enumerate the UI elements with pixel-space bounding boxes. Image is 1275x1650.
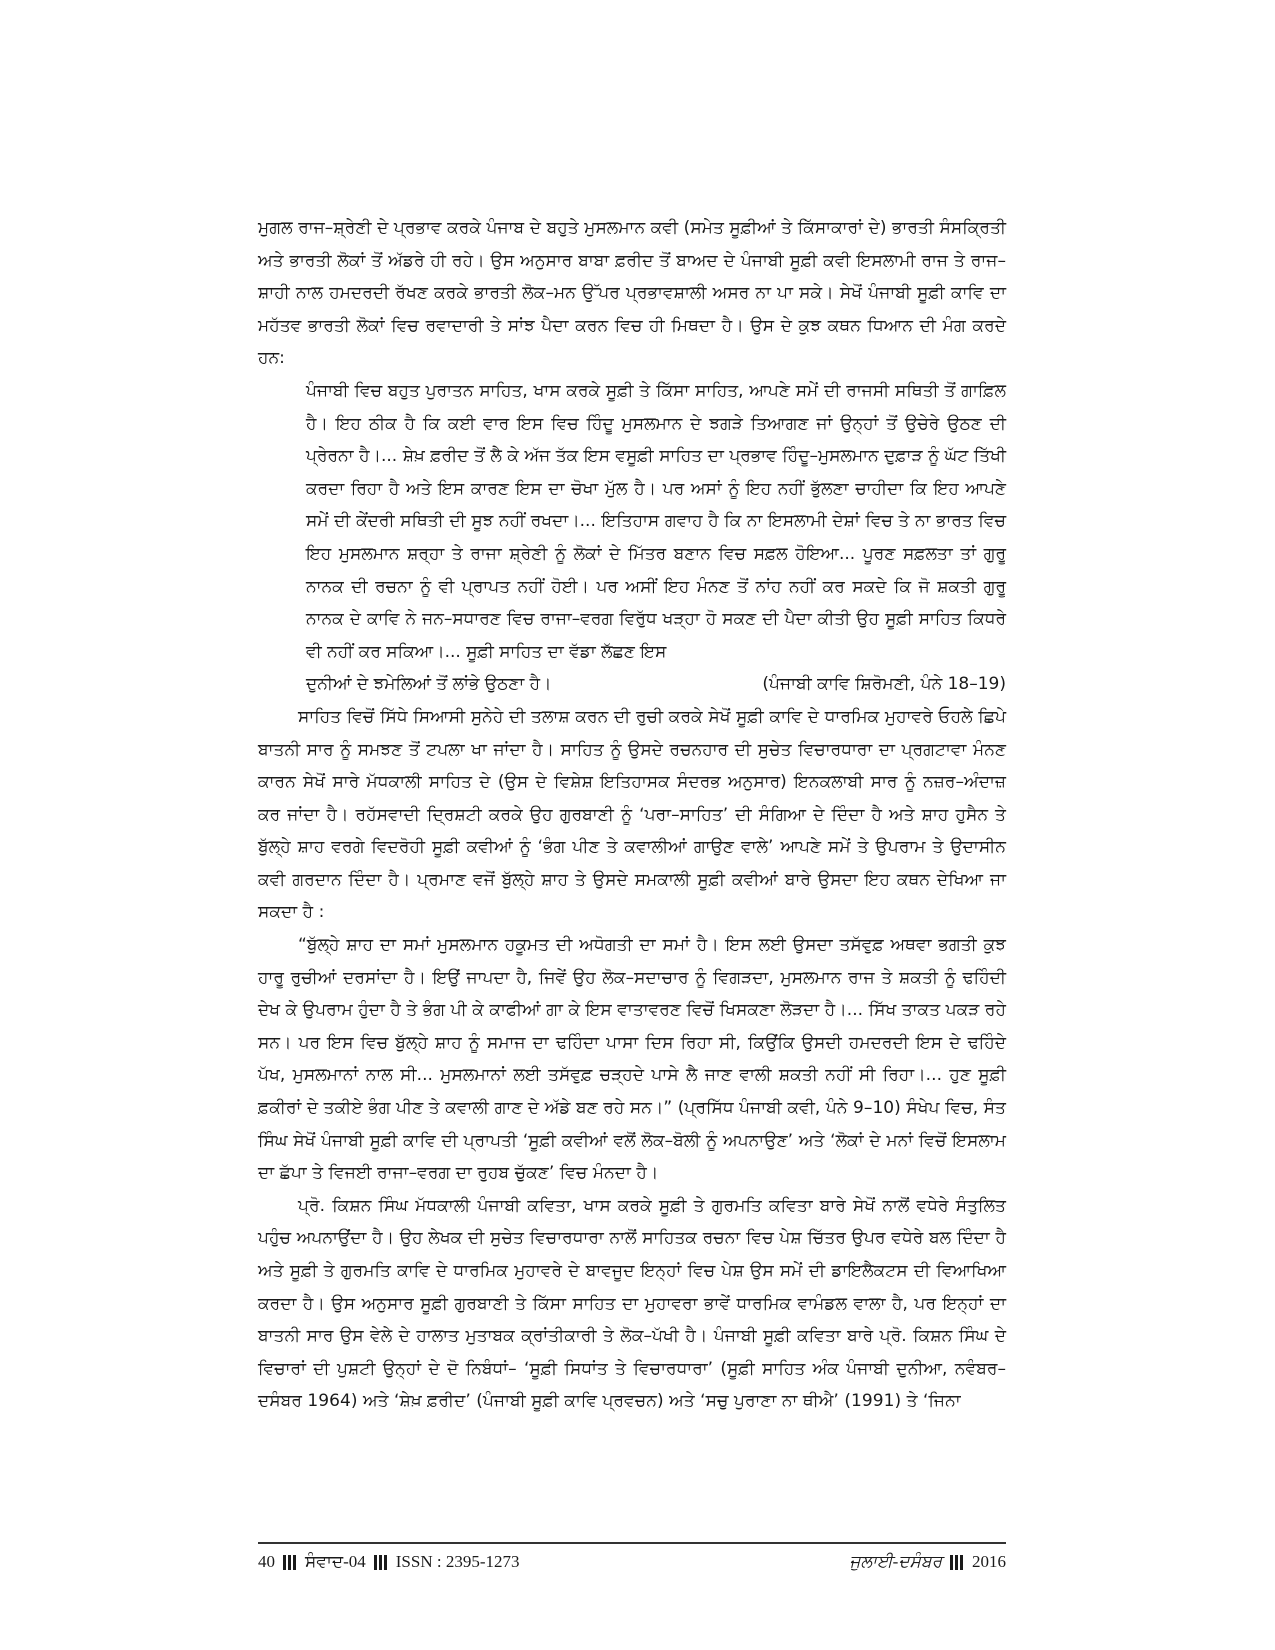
issn: ISSN : 2395-1273 xyxy=(395,1552,520,1571)
article-body xyxy=(258,212,1006,1418)
block-quote-citation: (ਪੰਜਾਬੀ ਕਾਵਿ ਸ਼ਿਰੋਮਣੀ, ਪੰਨੇ 18–19) xyxy=(762,674,1006,695)
paragraph-2: ਸਾਹਿਤ ਵਿਚੋਂ ਸਿੱਧੇ ਸਿਆਸੀ ਸੁਨੇਹੇ ਦੀ ਤਲਾਸ਼ ਕਰਨ ਦੀ ਰੁਚੀ ਕਰਕੇ ਸੇਖੋਂ ਸੂਫ਼ੀ ਕਾਵਿ ਦੇ ਧਾਰਮਿਕ ਮੁਹਾਵਰੇ ਓਹਲੇ ਛਿਪੇ ਬਾਤਨੀ ਸਾਰ ਨੂੰ ਸਮਝਣ ਤੋਂ ਟਪਲਾ ਖਾ ਜਾਂਦਾ ਹੈ। ਸਾਹਿਤ ਨੂੰ ਉਸਦੇ ਰਚਨਹਾਰ ਦੀ ਸੁਚੇਤ ਵਿਚਾਰਧਾਰਾ ਦਾ ਪ੍ਰਗਟਾਵਾ ਮੰਨਣ ਕਾਰਨ ਸੇਖੋਂ ਸਾਰੇ ਮੱਧਕਾਲੀ ਸਾਹਿਤ ਦੇ (ਉਸ ਦੇ ਵਿਸ਼ੇਸ਼ ਇਤਿਹਾਸਕ ਸੰਦਰਭ ਅਨੁਸਾਰ) ਇਨਕਲਾਬੀ ਸਾਰ ਨੂੰ ਨਜ਼ਰ–ਅੰਦਾਜ਼ ਕਰ ਜਾਂਦਾ ਹੈ। ਰਹੱਸਵਾਦੀ ਦ੍ਰਿਸ਼ਟੀ ਕਰਕੇ ਉਹ ਗੁਰਬਾਣੀ ਨੂੰ ‘ਪਰਾ–ਸਾਹਿਤ’ ਦੀ ਸੰਗਿਆ ਦੇ ਦਿੰਦਾ ਹੈ ਅਤੇ ਸ਼ਾਹ ਹੁਸੈਨ ਤੇ ਬੁੱਲ੍ਹੇ ਸ਼ਾਹ ਵਰਗੇ ਵਿਦਰੋਹੀ ਸੂਫ਼ੀ ਕਵੀਆਂ ਨੂੰ ‘ਭੰਗ ਪੀਣ ਤੇ ਕਵਾਲੀਆਂ ਗਾਉਣ ਵਾਲੇ’ ਆਪਣੇ ਸਮੇਂ ਤੇ ਉਪਰਾਮ ਤੇ ਉਦਾਸੀਨ ਕਵੀ ਗਰਦਾਨ ਦਿੰਦਾ ਹੈ। ਪ੍ਰਮਾਣ ਵਜੋਂ ਬੁੱਲ੍ਹੇ ਸ਼ਾਹ ਤੇ ਉਸਦੇ ਸਮਕਾਲੀ ਸੂਫ਼ੀ ਕਵੀਆਂ ਬਾਰੇ ਉਸਦਾ ਇਹ ਕਥਨ ਦੇਖਿਆ ਜਾ ਸਕਦਾ ਹੈ : xyxy=(258,706,1006,923)
block-quote-last-line xyxy=(306,668,1006,701)
block-quote xyxy=(306,375,1006,668)
footer-right xyxy=(849,1552,1006,1572)
paragraph-4: ਪ੍ਰੋ. ਕਿਸ਼ਨ ਸਿੰਘ ਮੱਧਕਾਲੀ ਪੰਜਾਬੀ ਕਵਿਤਾ, ਖਾਸ ਕਰਕੇ ਸੂਫ਼ੀ ਤੇ ਗੁਰਮਤਿ ਕਵਿਤਾ ਬਾਰੇ ਸੇਖੋਂ ਨਾਲੋਂ ਵਧੇਰੇ ਸੰਤੁਲਿਤ ਪਹੁੰਚ ਅਪਨਾਉਂਦਾ ਹੈ। ਉਹ ਲੇਖਕ ਦੀ ਸੁਚੇਤ ਵਿਚਾਰਧਾਰਾ ਨਾਲੋਂ ਸਾਹਿਤਕ ਰਚਨਾ ਵਿਚ ਪੇਸ਼ ਚਿੱਤਰ ਉਪਰ ਵਧੇਰੇ ਬਲ ਦਿੰਦਾ ਹੈ ਅਤੇ ਸੂਫ਼ੀ ਤੇ ਗੁਰਮਤਿ ਕਾਵਿ ਦੇ ਧਾਰਮਿਕ ਮੁਹਾਵਰੇ ਦੇ ਬਾਵਜੂਦ ਇਨ੍ਹਾਂ ਵਿਚ ਪੇਸ਼ ਉਸ ਸਮੇਂ ਦੀ ਡਾਇਲੈਕਟਸ ਦੀ ਵਿਆਖਿਆ ਕਰਦਾ ਹੈ। ਉਸ ਅਨੁਸਾਰ ਸੂਫ਼ੀ ਗੁਰਬਾਣੀ ਤੇ ਕਿੱਸਾ ਸਾਹਿਤ ਦਾ ਮੁਹਾਵਰਾ ਭਾਵੇਂ ਧਾਰਮਿਕ ਵਾਮੰਡਲ ਵਾਲਾ ਹੈ, ਪਰ ਇਨ੍ਹਾਂ ਦਾ ਬਾਤਨੀ ਸਾਰ ਉਸ ਵੇਲੇ ਦੇ ਹਾਲਾਤ ਮੁਤਾਬਕ ਕ੍ਰਾਂਤੀਕਾਰੀ ਤੇ ਲੋਕ–ਪੱਖੀ ਹੈ। ਪੰਜਾਬੀ ਸੂਫ਼ੀ ਕਵਿਤਾ ਬਾਰੇ ਪ੍ਰੋ. ਕਿਸ਼ਨ ਸਿੰਘ ਦੇ ਵਿਚਾਰਾਂ ਦੀ ਪੁਸ਼ਟੀ ਉਨ੍ਹਾਂ ਦੇ ਦੋ ਨਿਬੰਧਾਂ– ‘ਸੂਫ਼ੀ ਸਿਧਾਂਤ ਤੇ ਵਿਚਾਰਧਾਰਾ’ (ਸੂਫ਼ੀ ਸਾਹਿਤ ਅੰਕ ਪੰਜਾਬੀ ਦੁਨੀਆ, ਨਵੰਬਰ–ਦਸੰਬਰ 1964) ਅਤੇ ‘ਸ਼ੇਖ਼ ਫ਼ਰੀਦ’ (ਪੰਜਾਬੀ ਸੂਫ਼ੀ ਕਾਵਿ ਪ੍ਰਵਚਨ) ਅਤੇ ‘ਸਚੁ ਪੁਰਾਣਾ ਨਾ ਥੀਐ’ (1991) ਤੇ ‘ਜਿਨਾ xyxy=(258,1195,1006,1412)
page-number: 40 xyxy=(258,1552,275,1571)
paragraph-3: “ਬੁੱਲ੍ਹੇ ਸ਼ਾਹ ਦਾ ਸਮਾਂ ਮੁਸਲਮਾਨ ਹਕੂਮਤ ਦੀ ਅਧੋਗਤੀ ਦਾ ਸਮਾਂ ਹੈ। ਇਸ ਲਈ ਉਸਦਾ ਤਸੱਵੁਫ਼ ਅਥਵਾ ਭਗਤੀ ਕੁਝ ਹਾਰੂ ਰੁਚੀਆਂ ਦਰਸਾਂਦਾ ਹੈ। ਇਉਂ ਜਾਪਦਾ ਹੈ, ਜਿਵੇਂ ਉਹ ਲੋਕ–ਸਦਾਚਾਰ ਨੂੰ ਵਿਗੜਦਾ, ਮੁਸਲਮਾਨ ਰਾਜ ਤੇ ਸ਼ਕਤੀ ਨੂੰ ਢਹਿੰਦੀ ਦੇਖ ਕੇ ਉਪਰਾਮ ਹੁੰਦਾ ਹੈ ਤੇ ਭੰਗ ਪੀ ਕੇ ਕਾਫੀਆਂ ਗਾ ਕੇ ਇਸ ਵਾਤਾਵਰਣ ਵਿਚੋਂ ਖਿਸਕਣਾ ਲੋੜਦਾ ਹੈ।... ਸਿੱਖ ਤਾਕਤ ਪਕੜ ਰਹੇ ਸਨ। ਪਰ ਇਸ ਵਿਚ ਬੁੱਲ੍ਹੇ ਸ਼ਾਹ ਨੂੰ ਸਮਾਜ ਦਾ ਢਹਿੰਦਾ ਪਾਸਾ ਦਿਸ ਰਿਹਾ ਸੀ, ਕਿਉਂਕਿ ਉਸਦੀ ਹਮਦਰਦੀ ਇਸ ਦੇ ਢਹਿੰਦੇ ਪੱਖ, ਮੁਸਲਮਾਨਾਂ ਨਾਲ ਸੀ... ਮੁਸਲਮਾਨਾਂ ਲਈ ਤਸੱਵੁਫ਼ ਚੜ੍ਹਦੇ ਪਾਸੇ ਲੈ ਜਾਣ ਵਾਲੀ ਸ਼ਕਤੀ ਨਹੀਂ ਸੀ ਰਿਹਾ।... ਹੁਣ ਸੂਫ਼ੀ ਫ਼ਕੀਰਾਂ ਦੇ ਤਕੀਏ ਭੰਗ ਪੀਣ ਤੇ ਕਵਾਲੀ ਗਾਣ ਦੇ ਅੱਡੇ ਬਣ ਰਹੇ ਸਨ।” (ਪ੍ਰਸਿੱਧ ਪੰਜਾਬੀ ਕਵੀ, ਪੰਨੇ 9–10) ਸੰਖੇਪ ਵਿਚ, ਸੰਤ ਸਿੰਘ ਸੇਖੋਂ ਪੰਜਾਬੀ ਸੂਫ਼ੀ ਕਾਵਿ ਦੀ ਪ੍ਰਾਪਤੀ ‘ਸੂਫ਼ੀ ਕਵੀਆਂ ਵਲੋਂ ਲੋਕ–ਬੋਲੀ ਨੂੰ ਅਪਨਾਉਣ’ ਅਤੇ ‘ਲੋਕਾਂ ਦੇ ਮਨਾਂ ਵਿਚੋਂ ਇਸਲਾਮ ਦਾ ਛੱਪਾ ਤੇ ਵਿਜਈ ਰਾਜਾ–ਵਰਗ ਦਾ ਰੁਹਬ ਚੁੱਕਣ’ ਵਿਚ ਮੰਨਦਾ ਹੈ। xyxy=(258,935,1006,1184)
issue-months: ਜੁਲਾਈ-ਦਸੰਬਰ xyxy=(849,1552,942,1571)
block-quote-end: ਦੁਨੀਆਂ ਦੇ ਝਮੇਲਿਆਂ ਤੋਂ ਲਾਂਭੇ ਉਠਣਾ ਹੈ। xyxy=(306,674,552,695)
footer-left xyxy=(258,1552,519,1572)
paragraph-1: ਮੁਗਲ ਰਾਜ–ਸ਼੍ਰੇਣੀ ਦੇ ਪ੍ਰਭਾਵ ਕਰਕੇ ਪੰਜਾਬ ਦੇ ਬਹੁਤੇ ਮੁਸਲਮਾਨ ਕਵੀ (ਸਮੇਤ ਸੂਫ਼ੀਆਂ ਤੇ ਕਿੱਸਾਕਾਰਾਂ ਦੇ) ਭਾਰਤੀ ਸੰਸਕ੍ਰਿਤੀ ਅਤੇ ਭਾਰਤੀ ਲੋਕਾਂ ਤੋਂ ਅੱਡਰੇ ਹੀ ਰਹੇ। ਉਸ ਅਨੁਸਾਰ ਬਾਬਾ ਫ਼ਰੀਦ ਤੋਂ ਬਾਅਦ ਦੇ ਪੰਜਾਬੀ ਸੂਫ਼ੀ ਕਵੀ ਇਸਲਾਮੀ ਰਾਜ ਤੇ ਰਾਜ–ਸ਼ਾਹੀ ਨਾਲ ਹਮਦਰਦੀ ਰੱਖਣ ਕਰਕੇ ਭਾਰਤੀ ਲੋਕ–ਮਨ ਉੱਪਰ ਪ੍ਰਭਾਵਸ਼ਾਲੀ ਅਸਰ ਨਾ ਪਾ ਸਕੇ। ਸੇਖੋਂ ਪੰਜਾਬੀ ਸੂਫ਼ੀ ਕਾਵਿ ਦਾ ਮਹੱਤਵ ਭਾਰਤੀ ਲੋਕਾਂ ਵਿਚ ਰਵਾਦਾਰੀ ਤੇ ਸਾਂਝ ਪੈਦਾ ਕਰਨ ਵਿਚ ਹੀ ਮਿਥਦਾ ਹੈ। ਉਸ ਦੇ ਕੁਝ ਕਥਨ ਧਿਆਨ ਦੀ ਮੰਗ ਕਰਦੇ ਹਨ: xyxy=(258,218,1006,369)
journal-issue: ਸੰਵਾਦ-04 xyxy=(305,1552,366,1571)
block-quote-text: ਪੰਜਾਬੀ ਵਿਚ ਬਹੁਤ ਪੁਰਾਤਨ ਸਾਹਿਤ, ਖਾਸ ਕਰਕੇ ਸੂਫ਼ੀ ਤੇ ਕਿੱਸਾ ਸਾਹਿਤ, ਆਪਣੇ ਸਮੇਂ ਦੀ ਰਾਜਸੀ ਸਥਿਤੀ ਤੋਂ ਗਾਫ਼ਿਲ ਹੈ। ਇਹ ਠੀਕ ਹੈ ਕਿ ਕਈ ਵਾਰ ਇਸ ਵਿਚ ਹਿੰਦੂ ਮੁਸਲਮਾਨ ਦੇ ਝਗੜੇ ਤਿਆਗਣ ਜਾਂ ਉਨ੍ਹਾਂ ਤੋਂ ਉਚੇਰੇ ਉਠਣ ਦੀ ਪ੍ਰੇਰਨਾ ਹੈ।... ਸ਼ੇਖ਼ ਫ਼ਰੀਦ ਤੋਂ ਲੈ ਕੇ ਅੱਜ ਤੱਕ ਇਸ ਵਸੂਫ਼ੀ ਸਾਹਿਤ ਦਾ ਪ੍ਰਭਾਵ ਹਿੰਦੂ–ਮੁਸਲਮਾਨ ਦੁਫ਼ਾੜ ਨੂੰ ਘੱਟ ਤਿੱਖੀ ਕਰਦਾ ਰਿਹਾ ਹੈ ਅਤੇ ਇਸ ਕਾਰਣ ਇਸ ਦਾ ਚੋਖਾ ਮੁੱਲ ਹੈ। ਪਰ ਅਸਾਂ ਨੂੰ ਇਹ ਨਹੀਂ ਭੁੱਲਣਾ ਚਾਹੀਦਾ ਕਿ ਇਹ ਆਪਣੇ ਸਮੇਂ ਦੀ ਕੇਂਦਰੀ ਸਥਿਤੀ ਦੀ ਸੂਝ ਨਹੀਂ ਰਖਦਾ।... ਇਤਿਹਾਸ ਗਵਾਹ ਹੈ ਕਿ ਨਾ ਇਸਲਾਮੀ ਦੇਸ਼ਾਂ ਵਿਚ ਤੇ ਨਾ ਭਾਰਤ ਵਿਚ ਇਹ ਮੁਸਲਮਾਨ ਸ਼ਰ੍ਹਾ ਤੇ ਰਾਜਾ ਸ਼੍ਰੇਣੀ ਨੂੰ ਲੋਕਾਂ ਦੇ ਮਿੱਤਰ ਬਣਾਨ ਵਿਚ ਸਫ਼ਲ ਹੋਇਆ... ਪੂਰਣ ਸਫ਼ਲਤਾ ਤਾਂ ਗੁਰੂ ਨਾਨਕ ਦੀ ਰਚਨਾ ਨੂੰ ਵੀ ਪ੍ਰਾਪਤ ਨਹੀਂ ਹੋਈ। ਪਰ ਅਸੀਂ ਇਹ ਮੰਨਣ ਤੋਂ ਨਾਂਹ ਨਹੀਂ ਕਰ ਸਕਦੇ ਕਿ ਜੋ ਸ਼ਕਤੀ ਗੁਰੂ ਨਾਨਕ ਦੇ ਕਾਵਿ ਨੇ ਜਨ–ਸਧਾਰਣ ਵਿਚ ਰਾਜਾ–ਵਰਗ ਵਿਰੁੱਧ ਖੜ੍ਹਾ ਹੋ ਸਕਣ ਦੀ ਪੈਦਾ ਕੀਤੀ ਉਹ ਸੂਫ਼ੀ ਸਾਹਿਤ ਕਿਧਰੇ ਵੀ ਨਹੀਂ ਕਰ ਸਕਿਆ।... ਸੂਫ਼ੀ ਸਾਹਿਤ ਦਾ ਵੱਡਾ ਲੱਛਣ ਇਸ xyxy=(306,380,1006,662)
page-footer xyxy=(258,1542,1006,1572)
separator-bars-icon xyxy=(283,1555,297,1570)
separator-bars-icon xyxy=(950,1555,964,1570)
issue-year: 2016 xyxy=(972,1552,1006,1571)
separator-bars-icon xyxy=(374,1555,388,1570)
